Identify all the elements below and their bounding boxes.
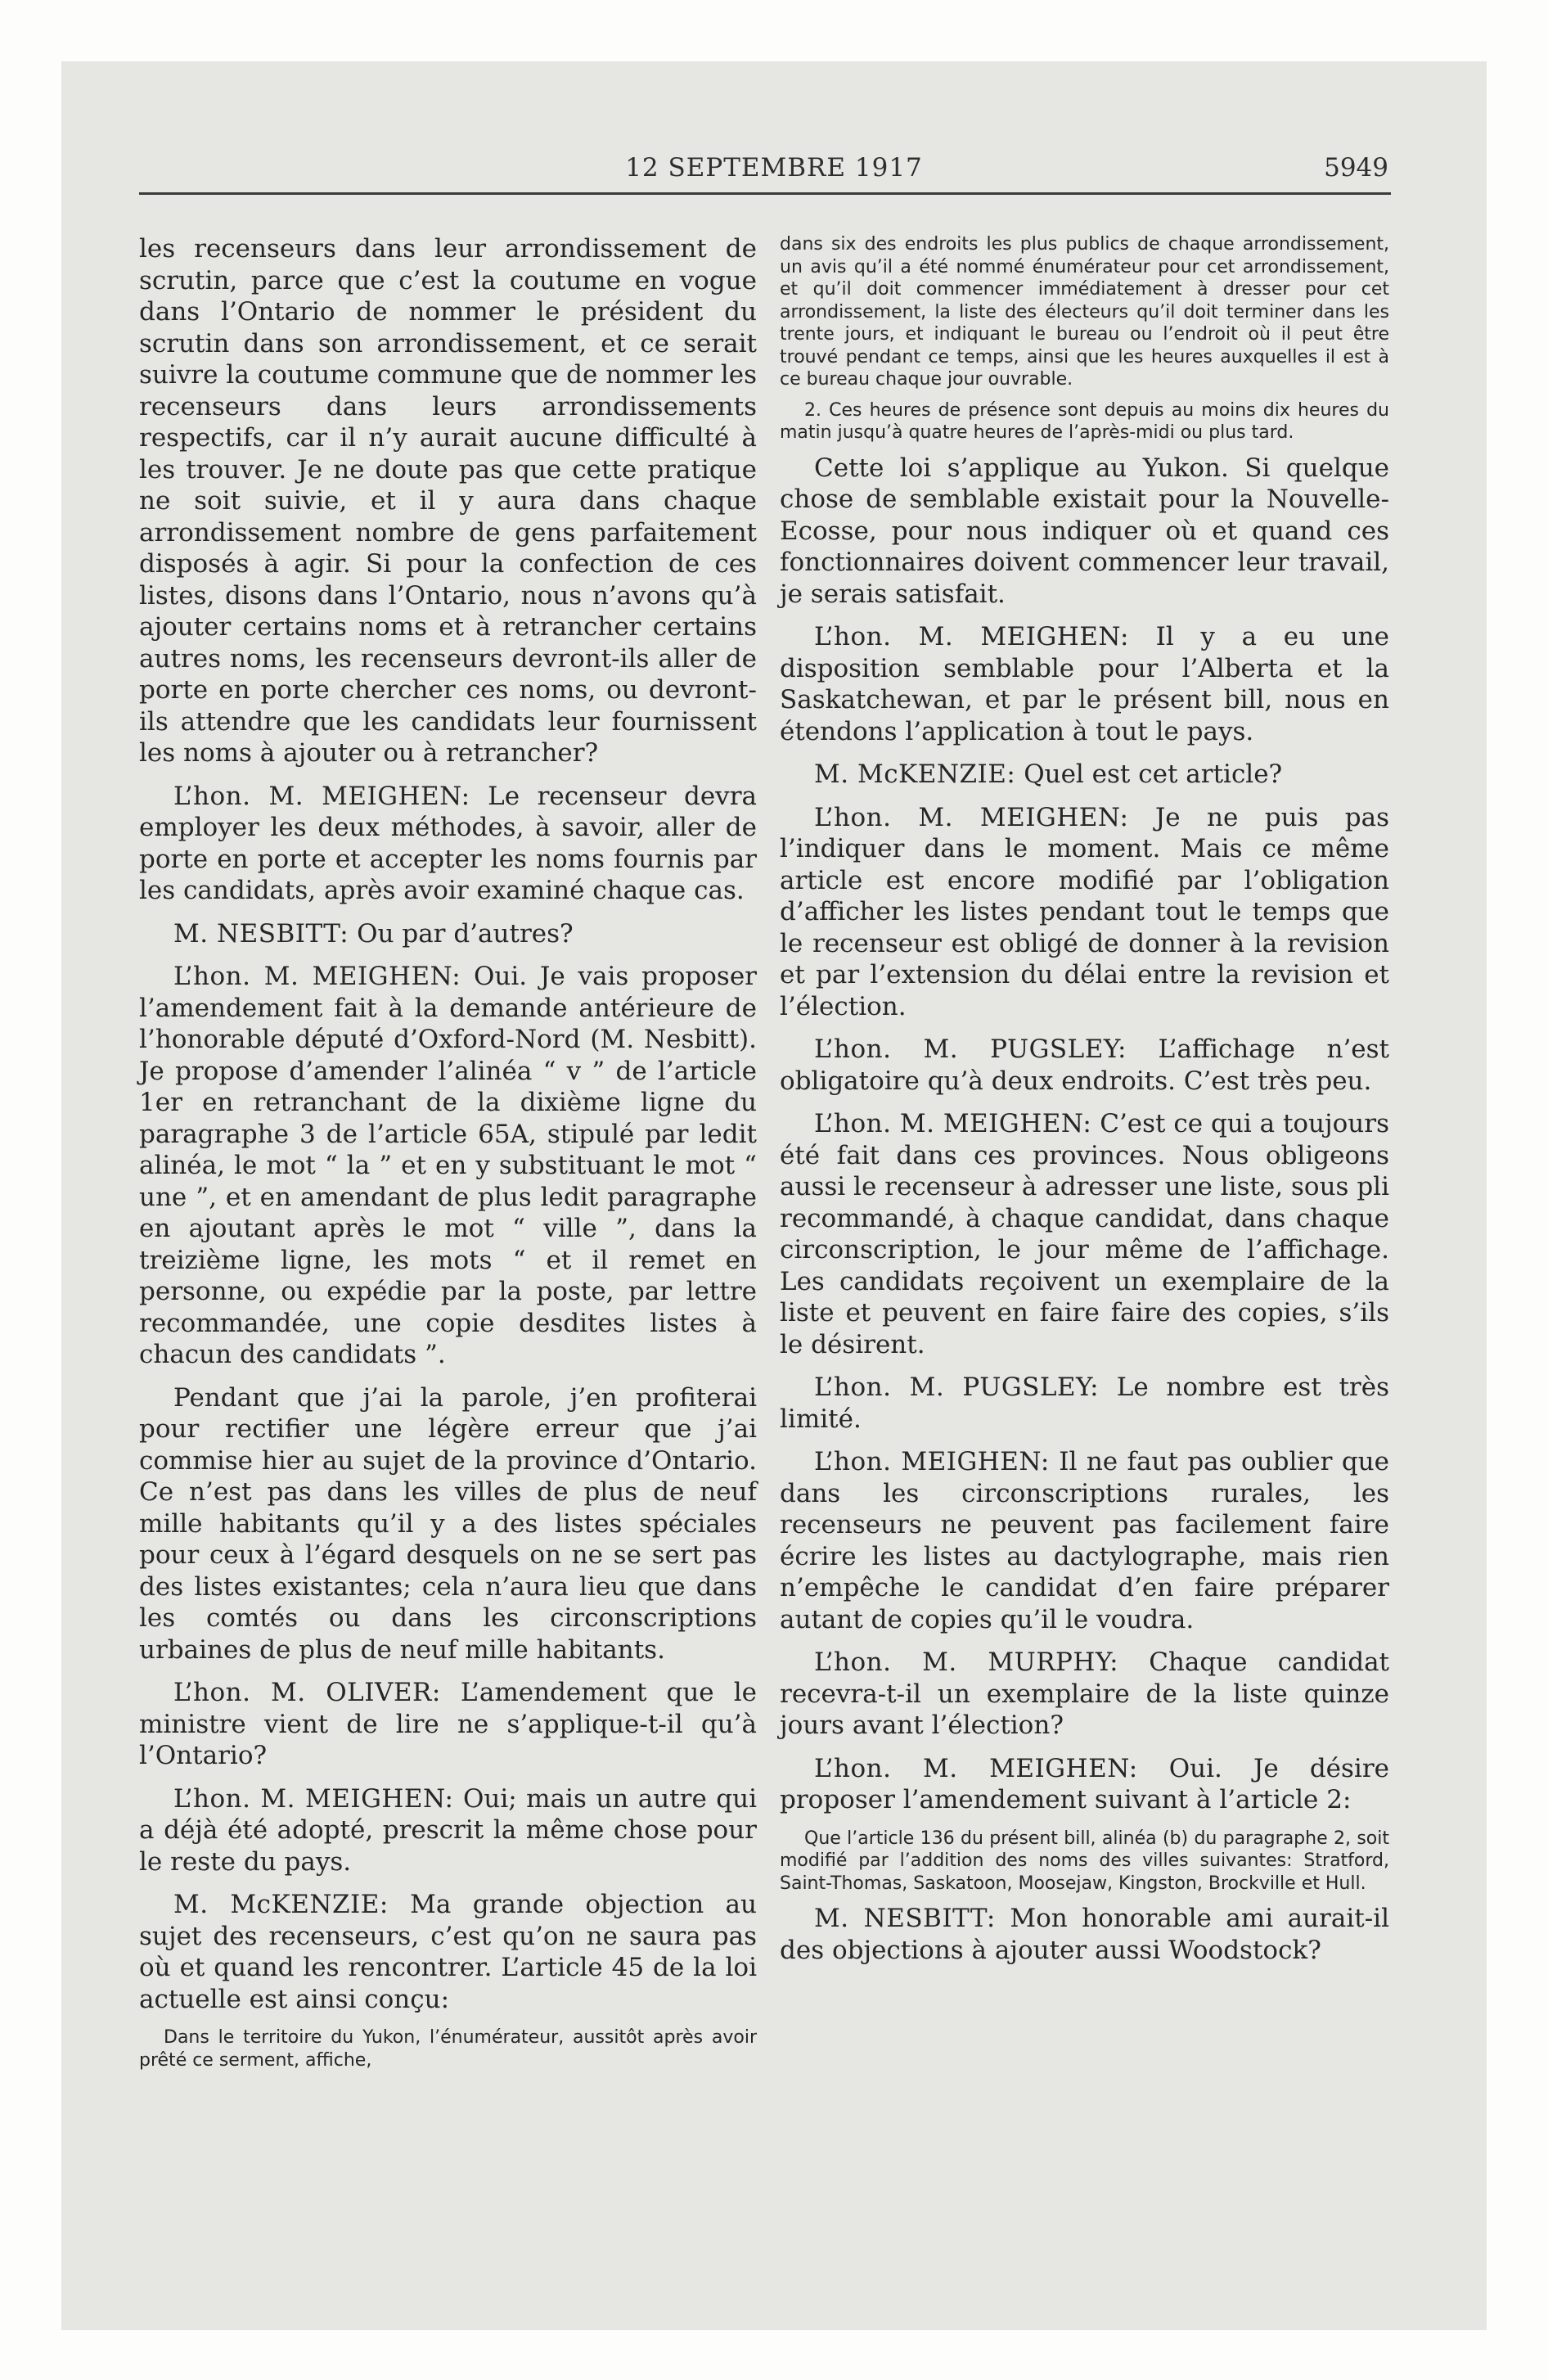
paragraph (780, 1034, 1389, 1097)
paragraph-text: Le recenseur devra employer les deux méthodes, à savoir, aller de porte en porte et accepter les noms fournis par les candidats, après avoir examiné chaque cas. (139, 781, 757, 905)
paragraph (139, 1382, 757, 1666)
speaker-name: M. McKENZIE: (173, 1890, 389, 1919)
right-column (780, 233, 1389, 1977)
paragraph (780, 1647, 1389, 1742)
paragraph-text: Il y a eu une disposition semblable pour l’Alberta et la Saskatchewan, et par le présent bill, nous en étendons l’application à tout le pays. (780, 622, 1389, 746)
speaker-name: L’hon. MEIGHEN: (814, 1447, 1050, 1476)
speaker-name: L’hon. M. MEIGHEN: (814, 1109, 1092, 1138)
paragraph-text: Cette loi s’applique au Yukon. Si quelque chose de semblable existait pour la Nouvelle-Ecosse, pour nous indiquer où et quand ces fonctionnaires doivent commencer leur travail, je serais satisfait. (780, 453, 1389, 609)
paragraph-text: C’est ce qui a toujours été fait dans ces provinces. Nous obligeons aussi le recenseur à adresser une liste, sous pli recommandé, à chaque candidat, dans chaque circonscription, le jour même de l’affichage. Les candidats reçoivent un exemplaire de la liste et peuvent en faire faire des copies, s’ils le désirent. (780, 1109, 1389, 1359)
page-title: 12 SEPTEMBRE 1917 (625, 153, 923, 183)
speaker-name: L’hon. M. PUGSLEY: (814, 1034, 1127, 1064)
paragraph-text: Oui. Je désire proposer l’amendement suivant à l’article 2: (780, 1753, 1389, 1814)
paragraph-text: Pendant que j’ai la parole, j’en profiterai pour rectifier une légère erreur que j’ai commise hier au sujet de la province d’Ontario. Ce n’est pas dans les villes de plus de neuf mille habitants qu’il y a des listes spéciales pour ceux à l’égard desquels on ne se sert pas des listes existantes; cela n’aura lieu que dans les comtés ou dans les circonscriptions urbaines de plus de neuf mille habitants. (139, 1382, 757, 1665)
paragraph (780, 1446, 1389, 1635)
left-column (139, 233, 757, 2080)
page (61, 61, 1487, 2330)
paragraph-text: Ma grande objection au sujet des recenseurs, c’est qu’on ne saura pas où et quand les rencontrer. L’article 45 de la loi actuelle est ainsi conçu: (139, 1890, 757, 2014)
paragraph (139, 1677, 757, 1772)
quoted-law-text (780, 1828, 1389, 1895)
speaker-name: M. NESBITT: (173, 918, 349, 949)
paragraph-text: Mon honorable ami aurait-il des objections à ajouter aussi Woodstock? (780, 1904, 1390, 1965)
speaker-name: L’hon. M. MEIGHEN: (814, 1753, 1138, 1783)
paragraph (780, 453, 1389, 611)
paragraph-text: Quel est cet article? (1024, 760, 1283, 789)
speaker-name: L’hon. M. MEIGHEN: (814, 802, 1129, 832)
paragraph (780, 1372, 1389, 1435)
paragraph (780, 759, 1389, 791)
paragraph (780, 1903, 1389, 1966)
quoted-law-text (780, 233, 1389, 391)
paragraph-text: Chaque candidat recevra-t-il un exemplaire de la liste quinze jours avant l’élection? (780, 1648, 1390, 1740)
paragraph (139, 1783, 757, 1878)
speaker-name: M. McKENZIE: (814, 760, 1016, 789)
paragraph (139, 961, 757, 1371)
speaker-name: L’hon. M. MURPHY: (814, 1648, 1119, 1677)
speaker-name: L’hon. M. MEIGHEN: (173, 781, 470, 811)
speaker-name: L’hon. M. OLIVER: (173, 1678, 441, 1707)
speaker-name: L’hon. M. MEIGHEN: (173, 1783, 454, 1814)
page-number: 5949 (1324, 153, 1388, 183)
speaker-name: L’hon. M. MEIGHEN: (814, 622, 1129, 651)
paragraph (139, 233, 757, 769)
paragraph-text: Je ne puis pas l’indiquer dans le moment. Mais ce même article est encore modifié par l’obligation d’afficher les listes pendant tout le temps que le recenseur est obligé de donner à la revision et par l’extension du délai entre la revision et l’élection. (780, 802, 1389, 1021)
paragraph (139, 1889, 757, 2015)
paragraph-text: 2. Ces heures de présence sont depuis au moins dix heures du matin jusqu’à quatre heures de l’après-midi ou plus tard. (780, 399, 1389, 443)
header-rule (139, 192, 1391, 195)
paragraph-text: Que l’article 136 du présent bill, alinéa (b) du paragraphe 2, soit modifié par l’addition des noms des villes suivantes: Stratford, Saint-Thomas, Saskatoon, Moosejaw, Kingston, Brockville et Hull. (780, 1828, 1389, 1894)
paragraph (139, 918, 757, 950)
paragraph-text: Ou par d’autres? (357, 918, 574, 949)
paragraph-text: dans six des endroits les plus publics de chaque arrondissement, un avis qu’il a été nommé énumérateur pour cet arrondissement, et qu’il doit commencer immédiatement à dresser pour cet arrondissement, la liste des électeurs qu’il doit terminer dans les trente jours, et indiquant le bureau ou l’endroit où il peut être trouvé pendant ce temps, ainsi que les heures auxquelles il est à ce bureau chaque jour ouvrable. (780, 234, 1389, 390)
paragraph-text: L’amendement que le ministre vient de lire ne s’applique-t-il qu’à l’Ontario? (139, 1678, 757, 1770)
speaker-name: L’hon. M. MEIGHEN: (173, 962, 461, 991)
paragraph-text: Oui; mais un autre qui a déjà été adopté, prescrit la même chose pour le reste du pays. (139, 1783, 757, 1877)
paragraph-text: Le nombre est très limité. (780, 1373, 1389, 1434)
page-header (61, 153, 1487, 202)
paragraph (139, 781, 757, 907)
paragraph (780, 802, 1389, 1023)
paragraph (780, 621, 1389, 747)
speaker-name: L’hon. M. PUGSLEY: (814, 1373, 1100, 1402)
speaker-name: M. NESBITT: (814, 1904, 996, 1933)
paragraph (780, 1108, 1389, 1360)
paragraph (780, 1753, 1389, 1816)
paragraph-text: Dans le territoire du Yukon, l’énumérateur, aussitôt après avoir prêté ce serment, affiche, (139, 2027, 757, 2071)
paragraph-text: Oui. Je vais proposer l’amendement fait à la demande antérieure de l’honorable député d’Oxford-Nord (M. Nesbitt). Je propose d’amender l’alinéa “ v ” de l’article 1er en retranchant de la dixième ligne du paragraphe 3 de l’article 65A, stipulé par ledit alinéa, le mot “ la ” et en y substituant le mot “ une ”, et en amendant de plus ledit paragraphe en ajoutant après le mot “ ville ”, dans la treizième ligne, les mots “ et il remet en personne, ou expédie par la poste, par lettre recommandée, une copie desdites listes à chacun des candidats ”. (139, 962, 757, 1369)
paragraph-text: L’affichage n’est obligatoire qu’à deux endroits. C’est très peu. (780, 1034, 1390, 1096)
quoted-law-text (139, 2026, 757, 2071)
paragraph-text: Il ne faut pas oublier que dans les circonscriptions rurales, les recenseurs ne peuvent pas facilement faire écrire les listes au dactylographe, mais rien n’empêche le candidat d’en faire préparer autant de copies qu’il le voudra. (780, 1447, 1389, 1634)
quoted-law-text (780, 399, 1389, 444)
paragraph-text: les recenseurs dans leur arrondissement de scrutin, parce que c’est la coutume en vogue dans l’Ontario de nommer le président du scrutin dans son arrondissement, et ce serait suivre la coutume commune que de nommer les recenseurs dans leurs arrondissements respectifs, car il n’y aurait aucune difficulté à les trouver. Je ne doute pas que cette pratique ne soit suivie, et il y aura dans chaque arrondissement nombre de gens parfaitement disposés à agir. Si pour la confection de ces listes, disons dans l’Ontario, nous n’avons qu’à ajouter certains noms et à retrancher certains autres noms, les recenseurs devront-ils aller de porte en porte chercher ces noms, ou devront-ils attendre que les candidats leur fournissent les noms à ajouter ou à retrancher? (139, 234, 757, 768)
